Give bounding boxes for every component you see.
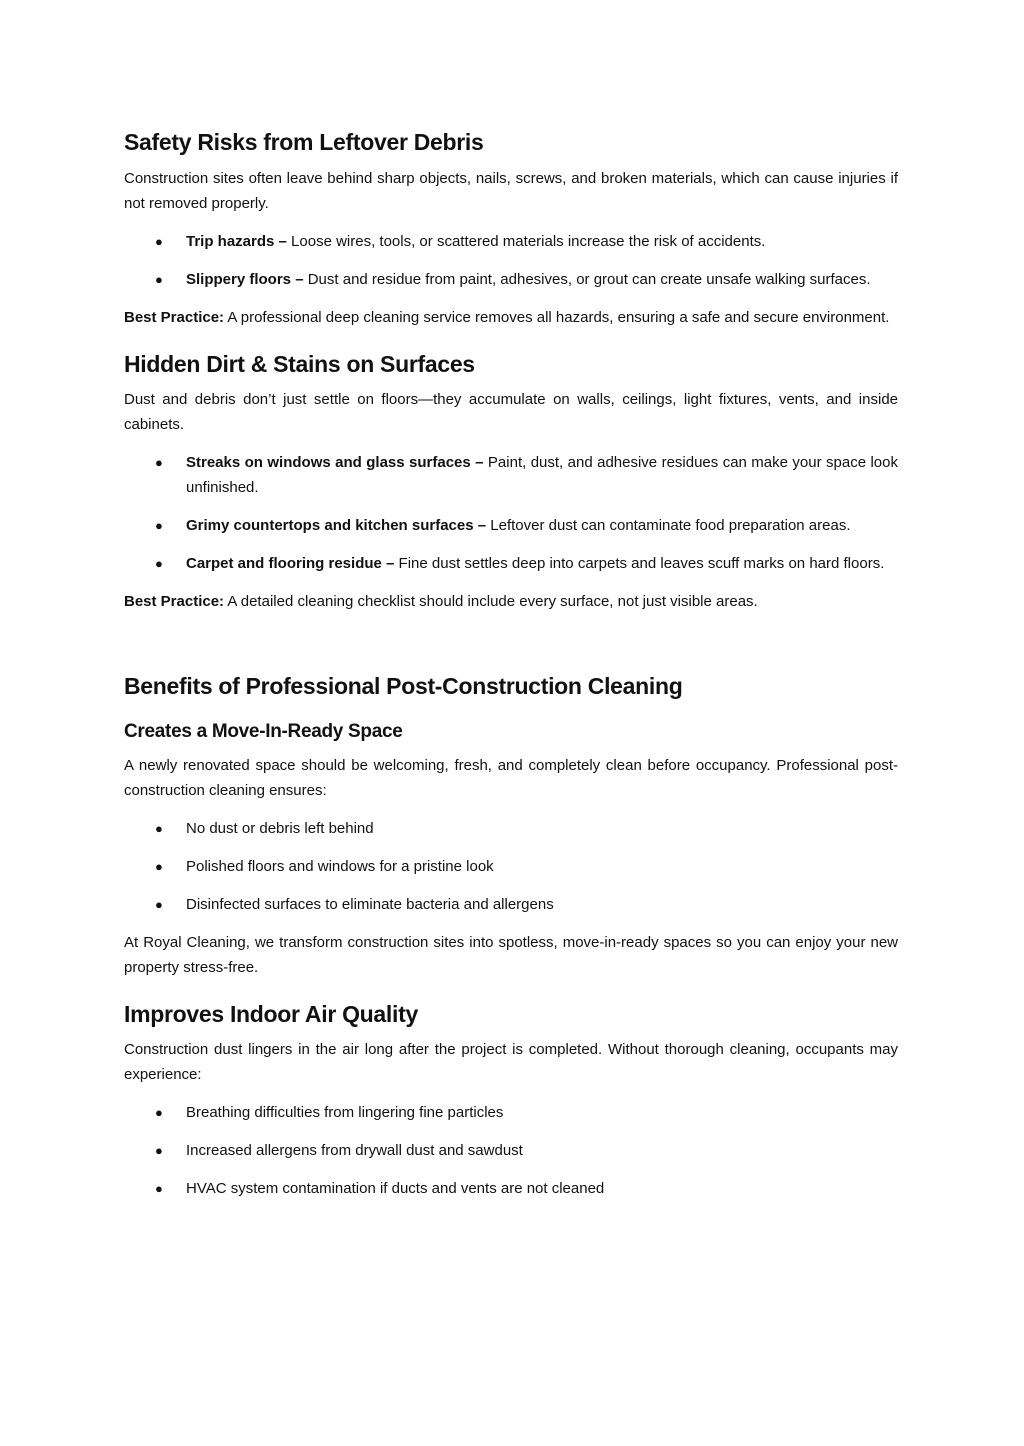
document-page [124, 126, 898, 1201]
heading-hidden-dirt: Hidden Dirt & Stains on Surfaces [124, 351, 475, 377]
item-text: Loose wires, tools, or scattered materials increase the risk of accidents. [286, 233, 766, 250]
item-text: Polished floors and windows for a pristine look [186, 858, 494, 875]
hidden-dirt-intro: Dust and debris don’t just settle on floors—they accumulate on walls, ceilings, light fixtures, vents, and inside cabinets. [124, 391, 898, 433]
safety-best-practice [124, 305, 898, 330]
item-text: Dust and residue from paint, adhesives, or grout can create unsafe walking surfaces. [303, 271, 871, 288]
bullet-icon: ● [155, 234, 163, 249]
heading-safety-risks: Safety Risks from Leftover Debris [124, 129, 484, 155]
list-item [124, 892, 898, 917]
bullet-icon: ● [155, 821, 163, 836]
item-bold-label: Grimy countertops and kitchen surfaces – [186, 517, 487, 534]
air-quality-list [124, 1100, 898, 1201]
bullet-icon: ● [155, 556, 163, 571]
item-bold-label: Carpet and flooring residue – [186, 555, 395, 572]
move-in-closing: At Royal Cleaning, we transform construction sites into spotless, move-in-ready spaces so you can enjoy your new property stress-free. [124, 934, 898, 976]
list-item [124, 816, 898, 841]
bullet-icon: ● [155, 897, 163, 912]
move-in-intro: A newly renovated space should be welcoming, fresh, and completely clean before occupancy. Professional post-construction cleaning ensures: [124, 757, 898, 799]
heading-air-quality: Improves Indoor Air Quality [124, 1001, 418, 1027]
item-text: Paint, dust, and adhesive residues can make your space look unfinished. [186, 454, 898, 496]
bullet-icon: ● [155, 272, 163, 287]
item-text: No dust or debris left behind [186, 820, 374, 837]
best-practice-label: Best Practice: [124, 593, 225, 610]
item-text: Disinfected surfaces to eliminate bacteria and allergens [186, 896, 554, 913]
list-item [124, 1138, 898, 1163]
item-text: Leftover dust can contaminate food preparation areas. [486, 517, 851, 534]
list-item [124, 513, 898, 538]
list-item [124, 229, 898, 254]
bullet-icon: ● [155, 859, 163, 874]
air-quality-intro: Construction dust lingers in the air long after the project is completed. Without thorough cleaning, occupants may experience: [124, 1041, 898, 1083]
item-bold-label: Slippery floors – [186, 271, 304, 288]
best-practice-label: Best Practice: [124, 309, 225, 326]
list-item [124, 267, 898, 292]
bullet-icon: ● [155, 518, 163, 533]
heading-move-in-ready: Creates a Move-In-Ready Space [124, 721, 403, 742]
list-item [124, 1100, 898, 1125]
safety-intro: Construction sites often leave behind sharp objects, nails, screws, and broken materials, which can cause injuries if not removed properly. [124, 170, 898, 212]
heading-benefits: Benefits of Professional Post-Construction Cleaning [124, 673, 683, 699]
list-item [124, 551, 898, 576]
list-item [124, 450, 898, 500]
bullet-icon: ● [155, 1143, 163, 1158]
item-text: Increased allergens from drywall dust and sawdust [186, 1142, 523, 1159]
item-bold-label: Trip hazards – [186, 233, 287, 250]
hidden-dirt-best-practice [124, 589, 898, 614]
item-text: Breathing difficulties from lingering fine particles [186, 1104, 504, 1121]
item-bold-label: Streaks on windows and glass surfaces – [186, 454, 484, 471]
item-text: Fine dust settles deep into carpets and leaves scuff marks on hard floors. [394, 555, 885, 572]
item-text: HVAC system contamination if ducts and vents are not cleaned [186, 1180, 605, 1197]
best-practice-text: A professional deep cleaning service removes all hazards, ensuring a safe and secure environment. [224, 309, 890, 326]
bullet-icon: ● [155, 455, 163, 470]
move-in-list [124, 816, 898, 917]
best-practice-text: A detailed cleaning checklist should include every surface, not just visible areas. [224, 593, 758, 610]
list-item [124, 854, 898, 879]
bullet-icon: ● [155, 1105, 163, 1120]
hidden-dirt-list [124, 450, 898, 576]
bullet-icon: ● [155, 1181, 163, 1196]
safety-list [124, 229, 898, 292]
list-item [124, 1176, 898, 1201]
